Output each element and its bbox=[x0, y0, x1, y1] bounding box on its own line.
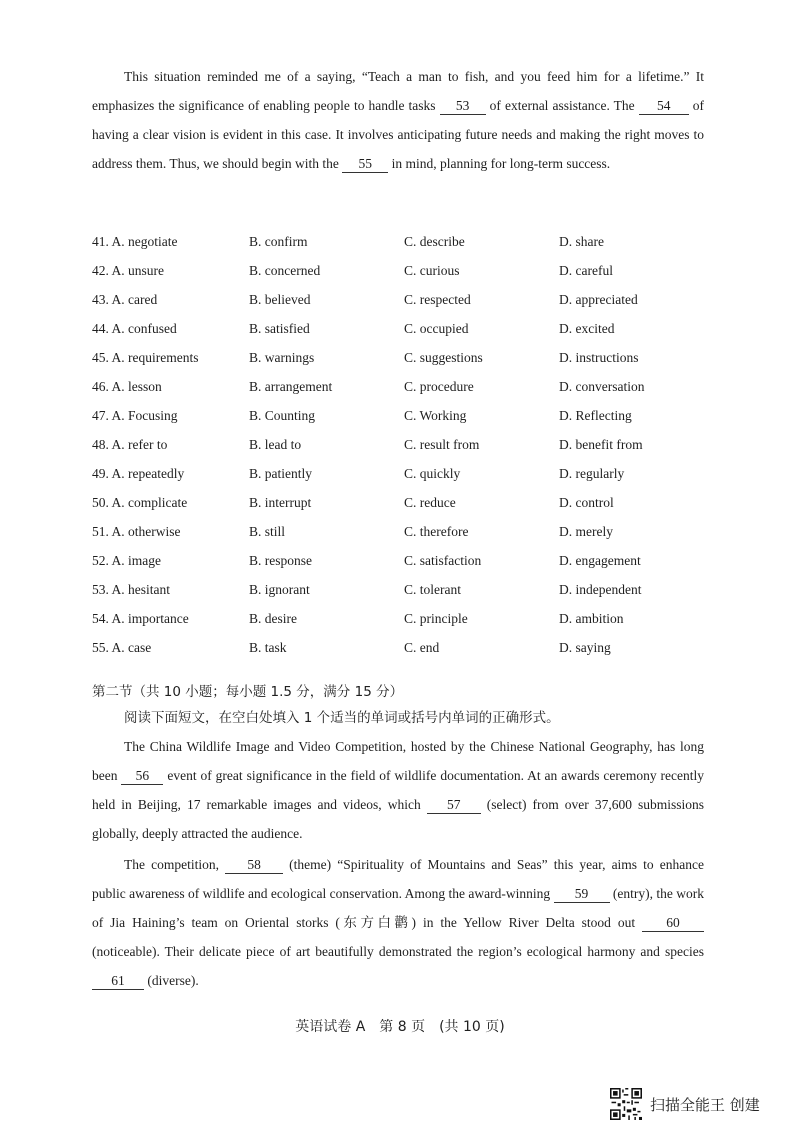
option-a: 51. A. otherwise bbox=[92, 524, 181, 539]
option-row bbox=[92, 459, 712, 488]
option-a: 48. A. refer to bbox=[92, 437, 168, 452]
blank-59: 59 bbox=[554, 886, 610, 903]
option-a: 47. A. Focusing bbox=[92, 408, 178, 423]
option-c: C. end bbox=[404, 640, 440, 655]
option-b: B. concerned bbox=[249, 263, 321, 278]
option-row bbox=[92, 401, 712, 430]
option-b: B. Counting bbox=[249, 408, 316, 423]
option-b: B. lead to bbox=[249, 437, 302, 452]
option-d: D. appreciated bbox=[559, 292, 638, 307]
option-row bbox=[92, 430, 712, 459]
option-row bbox=[92, 372, 712, 401]
option-b: B. believed bbox=[249, 292, 311, 307]
option-a: 53. A. hesitant bbox=[92, 582, 170, 597]
option-d: D. control bbox=[559, 495, 614, 510]
option-b: B. desire bbox=[249, 611, 297, 626]
option-b: B. confirm bbox=[249, 234, 308, 249]
option-d: D. saying bbox=[559, 640, 611, 655]
option-c: C. curious bbox=[404, 263, 460, 278]
option-d: D. benefit from bbox=[559, 437, 643, 452]
option-c: C. suggestions bbox=[404, 350, 483, 365]
option-a: 55. A. case bbox=[92, 640, 152, 655]
option-c: C. therefore bbox=[404, 524, 469, 539]
option-b: B. satisfied bbox=[249, 321, 310, 336]
option-row bbox=[92, 517, 712, 546]
option-a: 50. A. complicate bbox=[92, 495, 188, 510]
option-row bbox=[92, 314, 712, 343]
option-a: 52. A. image bbox=[92, 553, 161, 568]
option-b: B. still bbox=[249, 524, 286, 539]
option-d: D. ambition bbox=[559, 611, 624, 626]
option-c: C. respected bbox=[404, 292, 471, 307]
blank-53: 53 bbox=[440, 98, 486, 115]
option-row bbox=[92, 575, 712, 604]
text-run: (select) from over 37,600 submissions globally, deeply attracted the audience. bbox=[92, 797, 705, 841]
section2-paragraph-1 bbox=[92, 732, 704, 848]
option-a: 44. A. confused bbox=[92, 321, 177, 336]
option-a: 42. A. unsure bbox=[92, 263, 164, 278]
option-d: D. share bbox=[559, 234, 604, 249]
option-c: C. tolerant bbox=[404, 582, 461, 597]
text-run: (theme) “Spirituality of Mountains and Seas” this year, aims to enhance public awareness of wildlife and ecological conservation. Among the award-winning bbox=[92, 857, 704, 901]
text-run: event of great significance in the field of wildlife documentation. At an awards ceremony recently held in Beijing, 17 remarkable images and videos, which bbox=[92, 768, 704, 812]
blank-58: 58 bbox=[225, 857, 283, 874]
option-a: 54. A. importance bbox=[92, 611, 189, 626]
text-run: in mind, planning for long-term success. bbox=[388, 156, 611, 171]
option-c: C. occupied bbox=[404, 321, 469, 336]
option-d: D. excited bbox=[559, 321, 615, 336]
text-run: (noticeable). Their delicate piece of art beautifully demonstrated the region’s ecological harmony and species bbox=[92, 944, 704, 959]
passage-paragraph-top bbox=[92, 62, 704, 178]
option-b: B. arrangement bbox=[249, 379, 333, 394]
option-c: C. satisfaction bbox=[404, 553, 482, 568]
text-run: This situation reminded me of a saying, “Teach a man to fish, and you feed him for a lifetime.” It emphasizes the significance of enabling people to handle tasks bbox=[92, 69, 704, 113]
option-c: C. quickly bbox=[404, 466, 461, 481]
option-d: D. instructions bbox=[559, 350, 639, 365]
section-instruction: 阅读下面短文，在空白处填入 1 个适当的单词或括号内单词的正确形式。 bbox=[124, 710, 560, 726]
blank-54: 54 bbox=[639, 98, 689, 115]
option-row bbox=[92, 227, 712, 256]
option-b: B. interrupt bbox=[249, 495, 312, 510]
option-b: B. task bbox=[249, 640, 287, 655]
option-c: C. procedure bbox=[404, 379, 474, 394]
option-b: B. warnings bbox=[249, 350, 315, 365]
option-a: 41. A. negotiate bbox=[92, 234, 178, 249]
option-a: 43. A. cared bbox=[92, 292, 158, 307]
option-b: B. ignorant bbox=[249, 582, 310, 597]
option-d: D. regularly bbox=[559, 466, 625, 481]
option-row bbox=[92, 256, 712, 285]
option-d: D. merely bbox=[559, 524, 613, 539]
blank-60: 60 bbox=[642, 915, 704, 932]
option-c: C. describe bbox=[404, 234, 465, 249]
text-run: (diverse). bbox=[144, 973, 199, 988]
answer-options-table bbox=[92, 227, 712, 662]
qr-code-icon bbox=[610, 1088, 642, 1120]
watermark-text: 扫描全能王 创建 bbox=[650, 1095, 760, 1114]
option-row bbox=[92, 488, 712, 517]
option-row bbox=[92, 604, 712, 633]
option-d: D. Reflecting bbox=[559, 408, 632, 423]
blank-56: 56 bbox=[121, 768, 163, 785]
option-row bbox=[92, 285, 712, 314]
option-d: D. independent bbox=[559, 582, 642, 597]
text-run: The China Wildlife Image and Video Competition, hosted by the Chinese National Geography, has long been bbox=[92, 739, 704, 783]
option-b: B. patiently bbox=[249, 466, 312, 481]
option-c: C. Working bbox=[404, 408, 467, 423]
section-heading: 第二节（共 10 小题；每小题 1.5 分，满分 15 分） bbox=[92, 684, 404, 700]
blank-55: 55 bbox=[342, 156, 388, 173]
text-run: of having a clear vision is evident in this case. It involves anticipating future needs and making the right moves to address them. Thus, we should begin with the bbox=[92, 98, 705, 171]
option-d: D. engagement bbox=[559, 553, 641, 568]
option-b: B. response bbox=[249, 553, 312, 568]
option-c: C. principle bbox=[404, 611, 468, 626]
text-run: of external assistance. The bbox=[485, 98, 639, 113]
option-row bbox=[92, 343, 712, 372]
option-row bbox=[92, 546, 712, 575]
page-footer: 英语试卷 A 第 8 页 (共 10 页) bbox=[295, 1019, 505, 1035]
text-run: (entry), the work of Jia Haining’s team on Oriental storks (东方白鹳) in the Yellow River Delta stood out bbox=[92, 886, 704, 930]
text-run: The competition, bbox=[124, 857, 226, 872]
option-d: D. careful bbox=[559, 263, 613, 278]
blank-61: 61 bbox=[92, 973, 144, 990]
option-c: C. reduce bbox=[404, 495, 456, 510]
section2-paragraph-2 bbox=[92, 850, 704, 995]
option-a: 49. A. repeatedly bbox=[92, 466, 185, 481]
option-c: C. result from bbox=[404, 437, 480, 452]
option-a: 45. A. requirements bbox=[92, 350, 199, 365]
option-a: 46. A. lesson bbox=[92, 379, 162, 394]
option-d: D. conversation bbox=[559, 379, 645, 394]
scanner-watermark bbox=[610, 1084, 760, 1124]
option-row bbox=[92, 633, 712, 662]
blank-57: 57 bbox=[427, 797, 481, 814]
